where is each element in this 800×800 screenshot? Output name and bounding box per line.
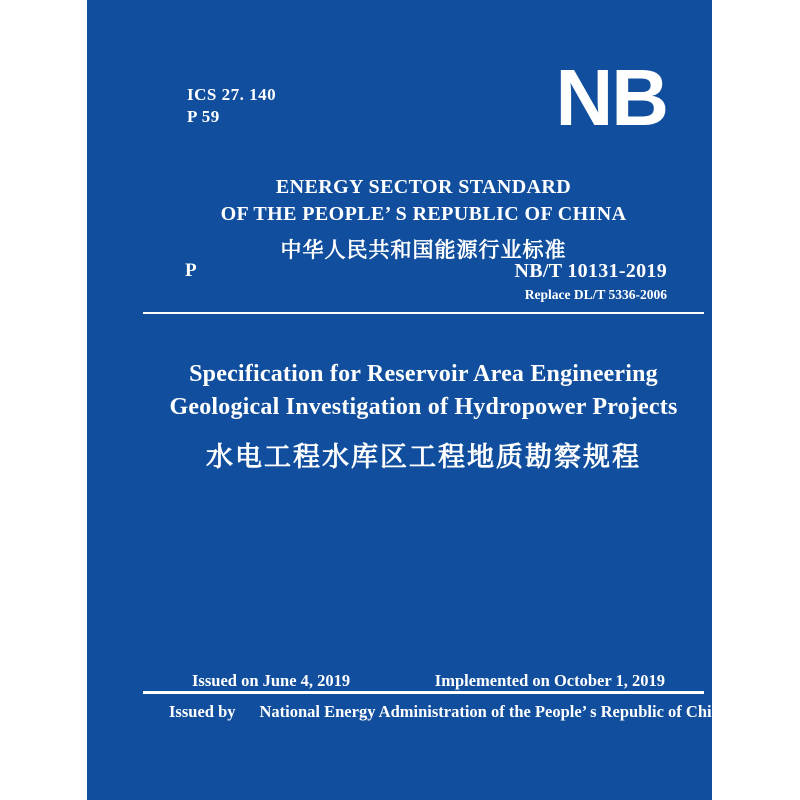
standard-header-line1: ENERGY SECTOR STANDARD xyxy=(275,176,572,198)
divider-top xyxy=(143,312,704,314)
issued-date: Issued on June 4, 2019 xyxy=(192,671,351,690)
standard-header-line2: OF THE PEOPLE’ S REPUBLIC OF CHINA xyxy=(220,203,627,225)
replaces-note: Replace DL/T 5336-2006 xyxy=(524,287,667,302)
title-english-line2: Geological Investigation of Hydropower Projects xyxy=(169,394,678,420)
title-english-line1: Specification for Reservoir Area Engineering xyxy=(189,361,658,387)
document-class-letter: P xyxy=(185,260,197,281)
issuer-row xyxy=(143,702,730,722)
title-chinese: 水电工程水库区工程地质勘察规程 xyxy=(206,442,641,472)
dates-row xyxy=(192,671,665,691)
standard-header-chinese: 中华人民共和国能源行业标准 xyxy=(280,239,567,262)
issuer-name: National Energy Administration of the People’ s Republic of China xyxy=(259,702,730,721)
title-block xyxy=(143,358,704,474)
designation-row xyxy=(185,260,667,303)
classification-code: P 59 xyxy=(187,107,220,126)
nb-logo: NB xyxy=(555,53,667,142)
standard-number: NB/T 10131-2019 xyxy=(514,260,667,282)
ics-code: ICS 27. 140 xyxy=(187,85,277,104)
ics-block xyxy=(187,84,276,128)
divider-bottom xyxy=(143,691,704,694)
implemented-date: Implemented on October 1, 2019 xyxy=(434,671,665,690)
standard-number-block xyxy=(515,260,667,303)
issuer-label: Issued by xyxy=(169,702,236,721)
standard-header xyxy=(143,174,704,264)
cover-panel xyxy=(87,0,730,800)
